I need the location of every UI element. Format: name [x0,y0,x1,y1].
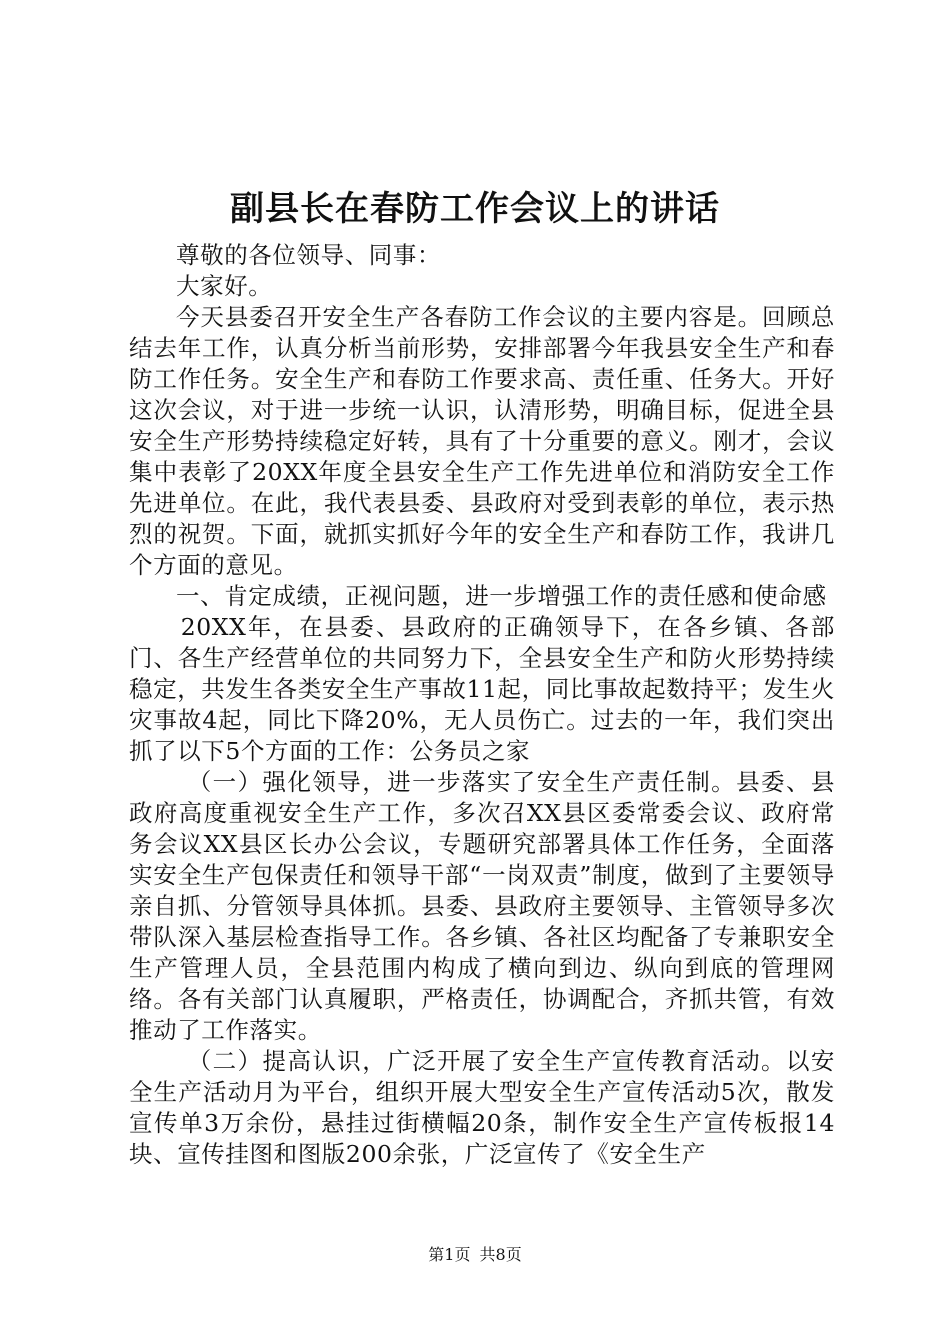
page-number-footer: 第1页 共8页 [428,1245,522,1264]
document-body [129,240,835,1170]
section-heading: 一、肯定成绩，正视问题，进一步增强工作的责任感和使命感 [176,582,827,610]
list-item: （一）强化领导，进一步落实了安全生产责任制。县委、县政府高度重视安全生产工作，多次召XX县区委常委会议、政府常务会议XX县区长办公会议，专题研究部署具体工作任务，全面落实安全生产包保责任和领导干部“一岗双责”制度，做到了主要领导亲自抓、分管领导具体抓。县委、县政府主要领导、主管领导多次带队深入基层检查指导工作。各乡镇、各社区均配备了专兼职安全生产管理人员，全县范围内构成了横向到边、纵向到底的管理网络。各有关部门认真履职，严格责任，协调配合，齐抓共管，有效推动了工作落实。 [129,768,835,1044]
salutation: 尊敬的各位领导、同事： [176,241,442,269]
section-paragraph: 20XX年，在县委、县政府的正确领导下，在各乡镇、各部门、各生产经营单位的共同努力下，全县安全生产和防火形势持续稳定，共发生各类安全生产事故11起，同比事故起数持平；发生火灾事故4起，同比下降20%，无人员伤亡。过去的一年，我们突出抓了以下5个方面的工作：公务员之家 [129,613,835,765]
document-title: 副县长在春防工作会议上的讲话 [230,189,720,229]
greeting: 大家好。 [176,272,273,300]
list-item: （二）提高认识，广泛开展了安全生产宣传教育活动。以安全生产活动月为平台，组织开展大型安全生产宣传活动5次，散发宣传单3万余份，悬挂过街横幅20条，制作安全生产宣传板报14块、宣传挂图和图版200余张，广泛宣传了《安全生产 [129,1047,835,1168]
intro-paragraph: 今天县委召开安全生产各春防工作会议的主要内容是。回顾总结去年工作，认真分析当前形势，安排部署今年我县安全生产和春防工作任务。安全生产和春防工作要求高、责任重、任务大。开好这次会议，对于进一步统一认识，认清形势，明确目标，促进全县安全生产形势持续稳定好转，具有了十分重要的意义。刚才，会议集中表彰了20XX年度全县安全生产工作先进单位和消防安全工作先进单位。在此，我代表县委、县政府对受到表彰的单位，表示热烈的祝贺。下面，就抓实抓好今年的安全生产和春防工作，我讲几个方面的意见。 [129,303,835,579]
